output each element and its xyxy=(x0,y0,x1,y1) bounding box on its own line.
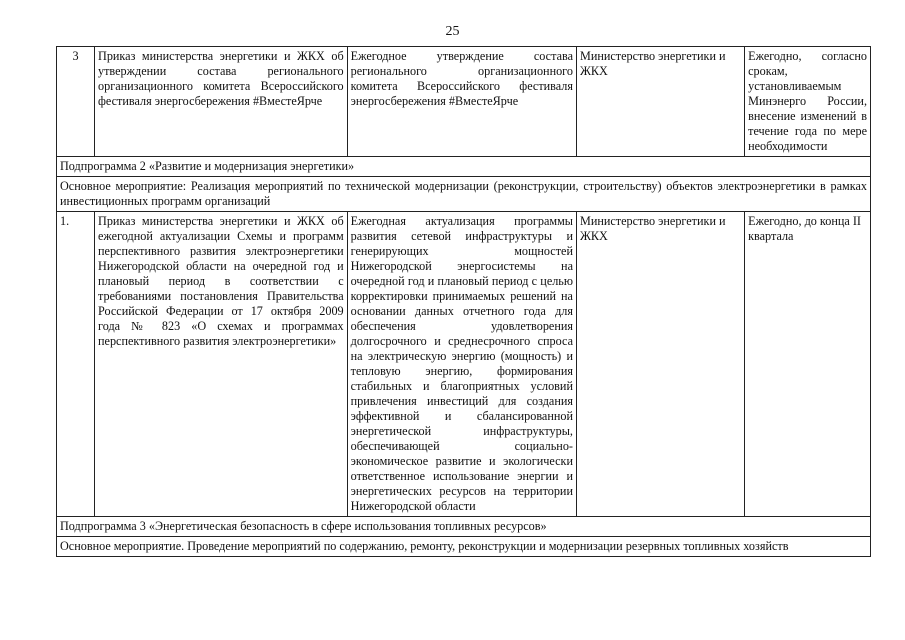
row-number: 1. xyxy=(57,212,95,517)
main-activity-3: Основное мероприятие. Проведение мероприятий по содержанию, ремонту, реконструкции и модернизации резервных топливных хозяйств xyxy=(57,537,871,557)
measures-table xyxy=(56,46,871,557)
deadline-cell: Ежегодно, до конца II квартала xyxy=(745,212,871,517)
subprogram-3-heading: Подпрограмма 3 «Энергетическая безопасность в сфере использования топливных ресурсов» xyxy=(57,517,871,537)
page-number: 25 xyxy=(445,24,460,39)
subprogram-row xyxy=(57,157,871,177)
main-activity-row xyxy=(57,177,871,212)
main-activity-row xyxy=(57,537,871,557)
deadline-cell: Ежегодно, согласно срокам, установливаемым Минэнерго России, внесение изменений в течение года по мере необходимости xyxy=(745,47,871,157)
main-activity-2: Основное мероприятие: Реализация мероприятий по технической модернизации (реконструкции, строительству) объектов электроэнергетики в рамках инвестиционных программ организаций xyxy=(57,177,871,212)
subprogram-row xyxy=(57,517,871,537)
description-cell: Ежегодная актуализация программы развития сетевой инфраструктуры и генерирующих мощностей Нижегородской энергосистемы на очередной год и плановый период с целью корректировки принимаемых решений на основании данных отчетного года для обеспечения удовлетворения долгосрочного и среднесрочного спроса на электрическую энергию (мощность) и тепловую энергию, формирования стабильных и благоприятных условий привлечения инвестиций для создания эффективной и сбалансированной энергетической инфраструктуры, обеспечивающей социально-экономическое развитие и экологически ответственное использование энергии и энергетических ресурсов на территории Нижегородской области xyxy=(347,212,576,517)
document-cell: Приказ министерства энергетики и ЖКХ об ежегодной актуализации Схемы и программ перспективного развития электроэнергетики Нижегородской области на очередной год и плановый период в соответствии с требованиями постановления Правительства Российской Федерации от 17 октября 2009 года № 823 «О схемах и программах перспективного развития электроэнергетики» xyxy=(95,212,348,517)
document-cell: Приказ министерства энергетики и ЖКХ об утверждении состава регионального организационного комитета Всероссийского фестиваля энергосбережения #ВместеЯрче xyxy=(95,47,348,157)
table-row xyxy=(57,47,871,157)
table-row xyxy=(57,212,871,517)
description-cell: Ежегодное утверждение состава регионального организационного комитета Всероссийского фестиваля энергосбережения #ВместеЯрче xyxy=(347,47,576,157)
row-number: 3 xyxy=(57,47,95,157)
responsible-cell: Министерство энергетики и ЖКХ xyxy=(576,212,744,517)
responsible-cell: Министерство энергетики и ЖКХ xyxy=(576,47,744,157)
subprogram-2-heading: Подпрограмма 2 «Развитие и модернизация энергетики» xyxy=(57,157,871,177)
